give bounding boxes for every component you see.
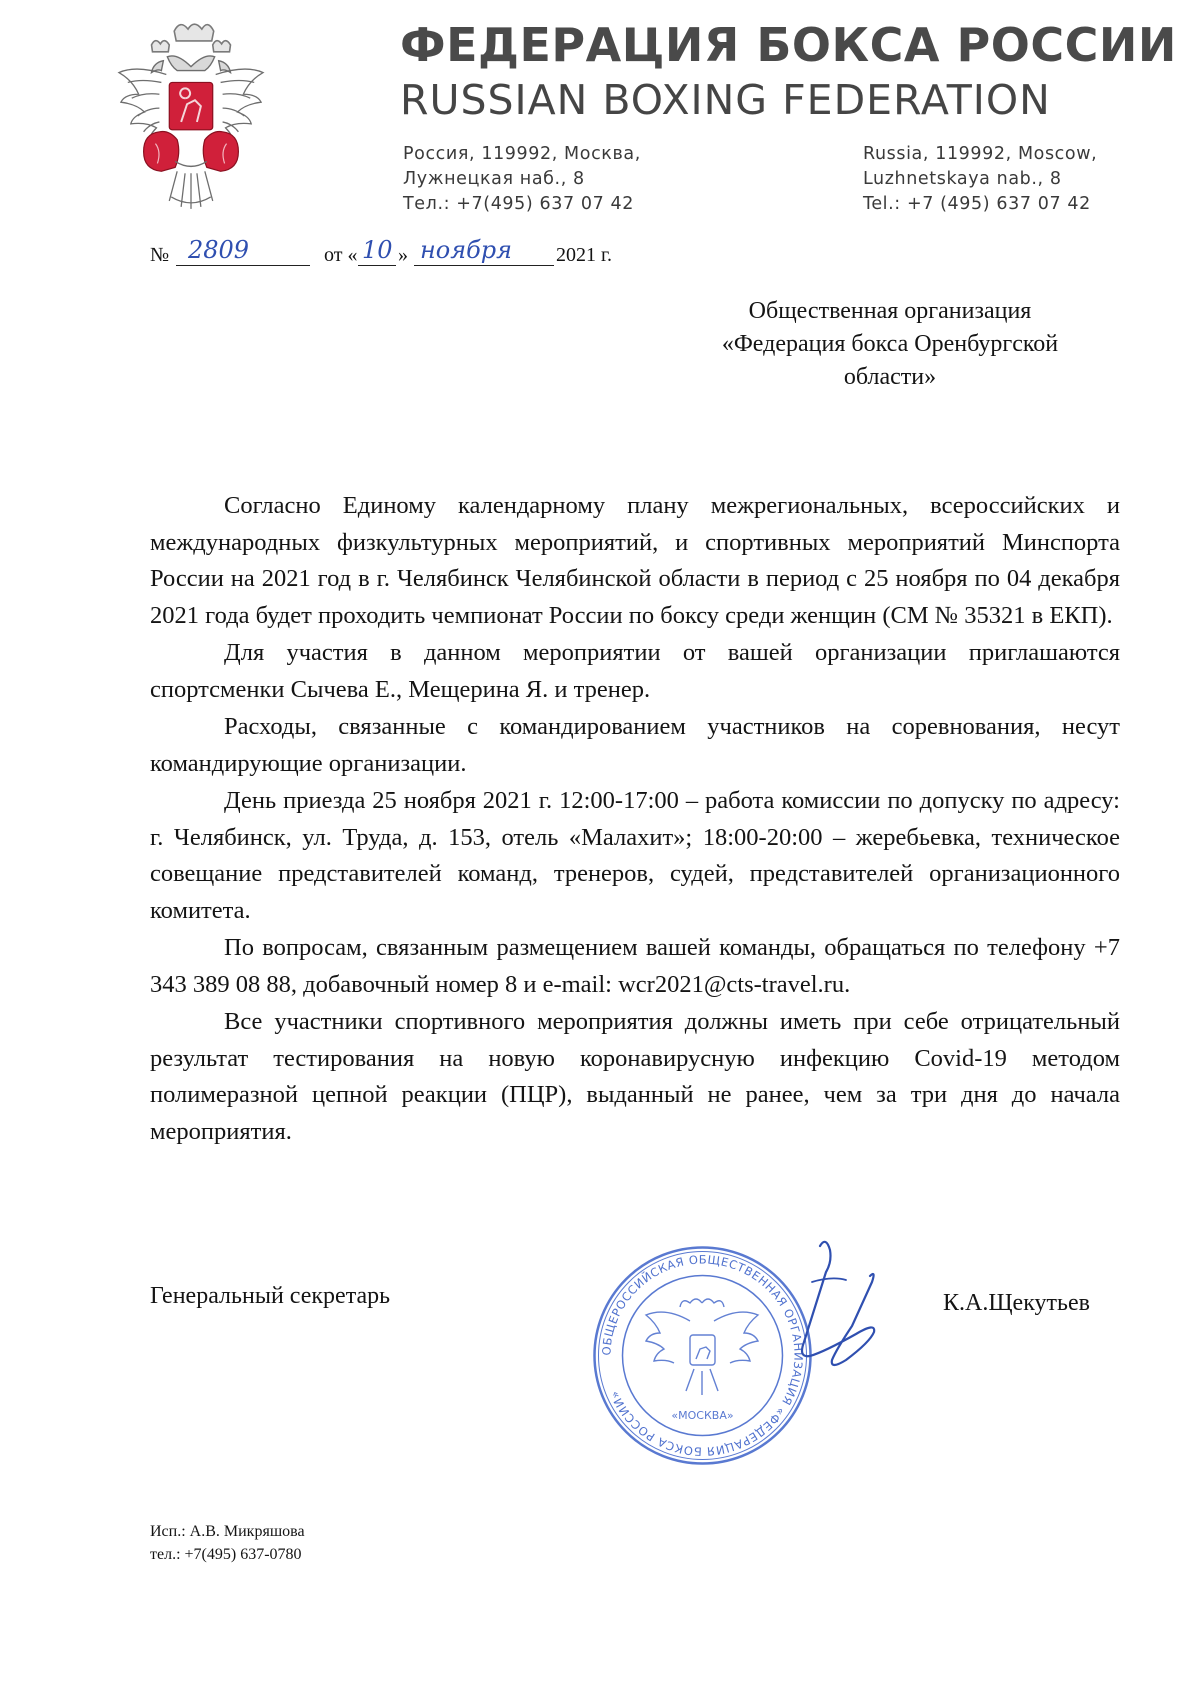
reference-day: 10	[362, 236, 393, 264]
official-seal	[590, 1243, 815, 1468]
seal-inner-text: «МОСКВА»	[671, 1409, 734, 1422]
executor-contact	[150, 1520, 305, 1566]
body-paragraph: По вопросам, связанным размещением вашей команды, обращаться по телефону +7 343 389 08 88, добавочный номер 8 и e-mail: wcr2021@cts-travel.ru.	[150, 934, 1120, 998]
seal-ring-text: ОБЩЕРОССИЙСКАЯ ОБЩЕСТВЕННАЯ ОРГАНИЗАЦИЯ «ФЕДЕРАЦИЯ БОКСА РОССИИ»	[599, 1252, 806, 1459]
body-paragraph: Все участники спортивного мероприятия должны иметь при себе отрицательный результат тестирования на новую коронавирусную инфекцию Covid-19 методом полимеразной цепной реакции (ПЦР), выданный не ранее, чем за три дня до начала мероприятия.	[150, 1008, 1120, 1145]
recipient-line: области»	[843, 364, 937, 390]
org-name-en: RUSSIAN BOXING FEDERATION	[400, 76, 1051, 124]
reference-line	[150, 236, 690, 266]
recipient	[660, 295, 1120, 394]
address-ru-line: Россия, 119992, Москва,	[403, 144, 641, 164]
reference-number: 2809	[188, 236, 250, 264]
month-underline	[414, 265, 554, 266]
recipient-line: «Федерация бокса Оренбургской	[721, 331, 1059, 357]
number-underline	[176, 265, 310, 266]
address-en-line: Luzhnetskaya nab., 8	[863, 169, 1062, 189]
handwritten-signature	[790, 1230, 900, 1400]
executor-name: Исп.: А.В. Микряшова	[150, 1523, 305, 1540]
body-paragraph: Расходы, связанные с командированием участников на соревнования, несут командирующие организации.	[150, 713, 1120, 777]
signer-name: К.А.Щекутьев	[943, 1290, 1090, 1316]
letter-body	[150, 488, 1120, 1151]
executor-phone: тел.: +7(495) 637-0780	[150, 1546, 302, 1563]
date-close: »	[398, 244, 408, 266]
body-paragraph: Согласно Единому календарному плану межрегиональных, всероссийских и международных физкультурных мероприятий, и спортивных мероприятий Минспорта России на 2021 год в г. Челябинск Челябинской области в период с 25 ноября по 04 декабря 2021 года будет проходить чемпионат России по боксу среди женщин (СМ № 35321 в ЕКП).	[150, 492, 1120, 629]
body-paragraph: Для участия в данном мероприятии от вашей организации приглашаются спортсменки Сычева Е., Мещерина Я. и тренер.	[150, 639, 1120, 703]
address-en	[863, 142, 1097, 217]
address-en-line: Russia, 119992, Moscow,	[863, 144, 1098, 164]
date-label: от «	[324, 244, 358, 266]
number-label: №	[150, 244, 170, 266]
address-ru	[403, 142, 641, 217]
org-name-ru: ФЕДЕРАЦИЯ БОКСА РОССИИ	[400, 18, 1177, 72]
svg-text:ОБЩЕРОССИЙСКАЯ ОБЩЕСТВЕННАЯ ОР	[599, 1252, 805, 1458]
reference-month: ноября	[420, 236, 513, 264]
address-ru-line: Лужнецкая наб., 8	[403, 169, 585, 189]
address-ru-line: Тел.: +7(495) 637 07 42	[403, 194, 634, 214]
signer-title: Генеральный секретарь	[150, 1283, 391, 1309]
address-en-line: Tel.: +7 (495) 637 07 42	[863, 194, 1091, 214]
day-underline	[358, 265, 396, 266]
body-paragraph: День приезда 25 ноября 2021 г. 12:00-17:00 – работа комиссии по допуску по адресу: г. Челябинск, ул. Труда, д. 153, отель «Малахит»; 18:00-20:00 – жеребьевка, техническое совещание представителей команд, тренеров, судей, представителей организационного комитета.	[150, 787, 1120, 924]
recipient-line: Общественная организация	[748, 298, 1032, 324]
reference-year: 2021 г.	[556, 244, 612, 266]
federation-emblem	[112, 12, 270, 222]
